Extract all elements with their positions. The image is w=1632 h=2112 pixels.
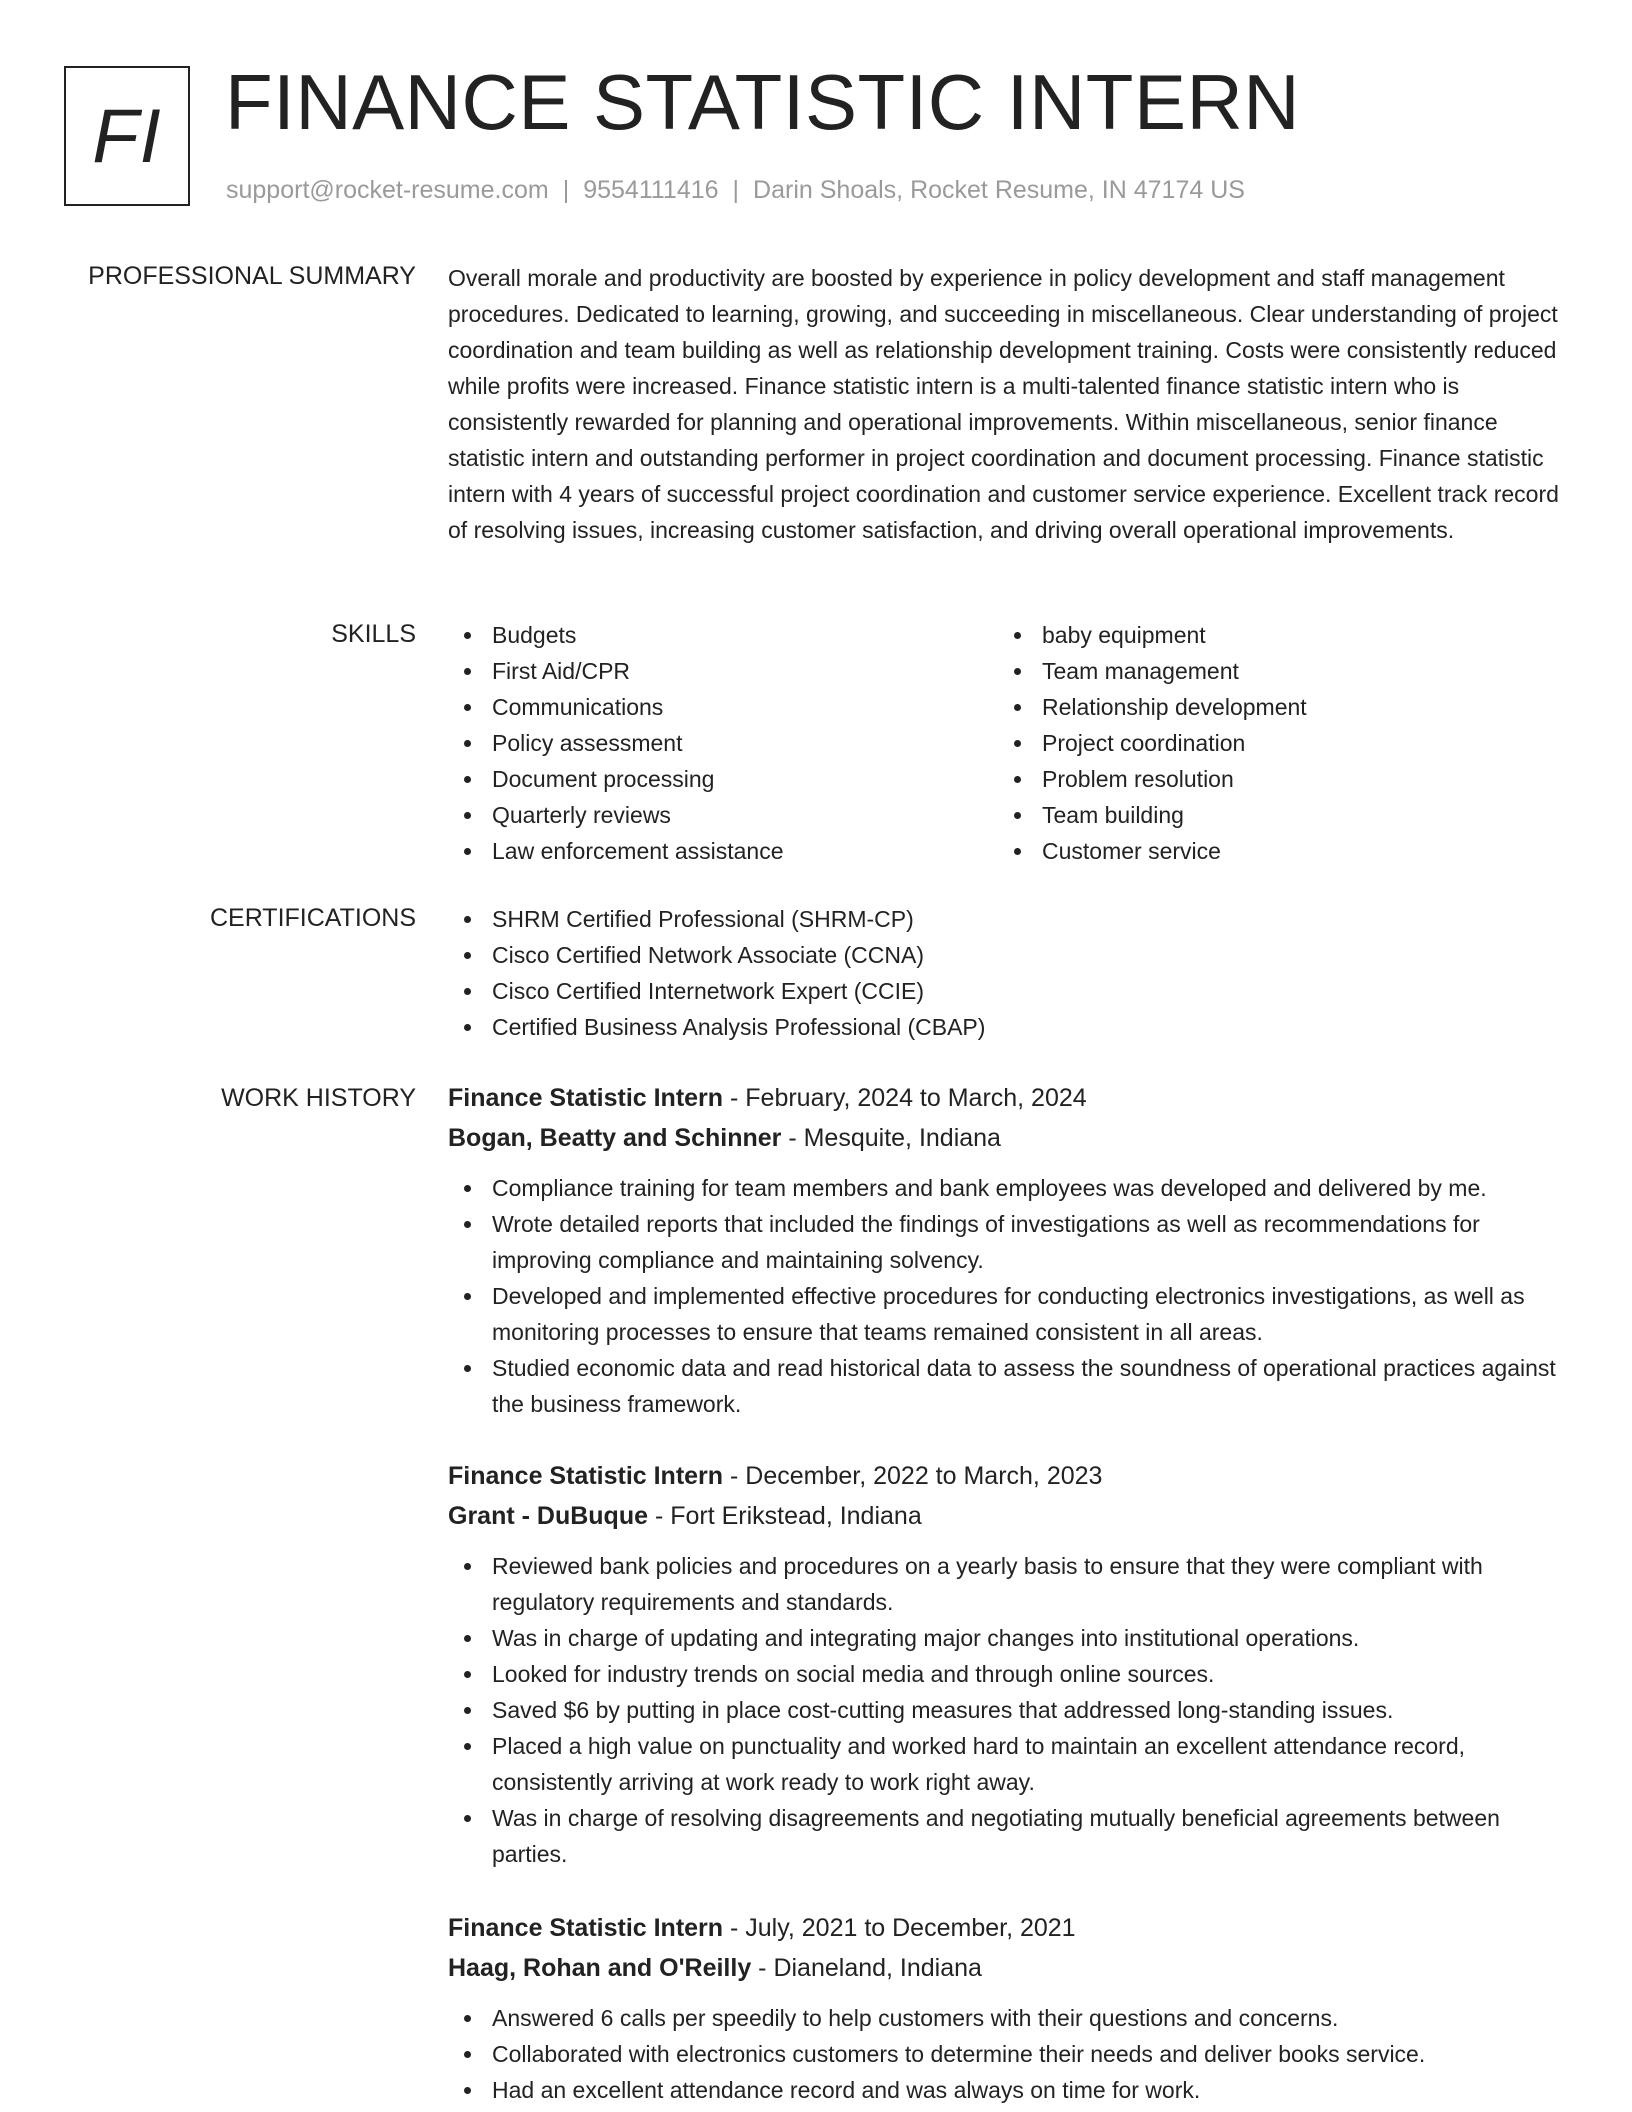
job-dates: - December, 2022 to March, 2023 xyxy=(723,1462,1103,1490)
job-company-line xyxy=(448,1948,1578,1988)
job-entry xyxy=(448,1456,1578,1872)
contact-line xyxy=(226,172,1245,208)
job-bullet: Compliance training for team members and bank employees was developed and delivered by me. xyxy=(448,1170,1578,1206)
job-bullet: Collaborated with electronics customers to determine their needs and deliver books service. xyxy=(448,2036,1578,2072)
contact-separator: | xyxy=(562,176,570,204)
skill-item: Communications xyxy=(448,689,998,725)
certification-item: SHRM Certified Professional (SHRM-CP) xyxy=(448,901,1568,937)
job-dates: - July, 2021 to December, 2021 xyxy=(723,1914,1076,1942)
summary-text: Overall morale and productivity are boosted by experience in policy development and staff management procedures. Dedicated to learning, growing, and succeeding in miscellaneous. Clear understanding of project coordination and team building as well as relationship development training. Costs were consistently reduced while profits were increased. Finance statistic intern is a multi-talented finance statistic intern who is consistently rewarded for planning and operational improvements. Within miscellaneous, senior finance statistic intern and outstanding performer in project coordination and document processing. Finance statistic intern with 4 years of successful project coordination and customer service experience. Excellent track record of resolving issues, increasing customer satisfaction, and driving overall operational improvements. xyxy=(448,265,1559,543)
job-company: Grant - DuBuque xyxy=(448,1502,648,1530)
skill-item: Relationship development xyxy=(998,689,1548,725)
job-bullet: Reviewed bank policies and procedures on a yearly basis to ensure that they were compliant with regulatory requirements and standards. xyxy=(448,1548,1578,1620)
job-title-line xyxy=(448,1456,1578,1496)
monogram-badge: FI xyxy=(64,66,190,206)
certification-item: Cisco Certified Network Associate (CCNA) xyxy=(448,937,1568,973)
contact-separator: | xyxy=(732,176,740,204)
job-title: Finance Statistic Intern xyxy=(448,1084,724,1112)
certification-item: Cisco Certified Internetwork Expert (CCIE) xyxy=(448,973,1568,1009)
job-title: Finance Statistic Intern xyxy=(448,1462,724,1490)
job-bullet: Developed and implemented effective procedures for conducting electronics investigations, as well as monitoring processes to ensure that teams remained consistent in all areas. xyxy=(448,1278,1578,1350)
job-bullet: Answered 6 calls per speedily to help customers with their questions and concerns. xyxy=(448,2000,1578,2036)
job-bullet: Saved $6 by putting in place cost-cutting measures that addressed long-standing issues. xyxy=(448,1692,1578,1728)
skill-item: baby equipment xyxy=(998,617,1548,653)
contact-email: support@rocket-resume.com xyxy=(226,176,549,204)
job-company-line xyxy=(448,1118,1578,1158)
job-location: - Mesquite, Indiana xyxy=(781,1124,1001,1152)
job-company: Haag, Rohan and O'Reilly xyxy=(448,1954,752,1982)
job-bullets xyxy=(448,1170,1578,1422)
skill-item: Team management xyxy=(998,653,1548,689)
skill-item: Quarterly reviews xyxy=(448,797,998,833)
job-dates: - February, 2024 to March, 2024 xyxy=(723,1084,1087,1112)
certification-item: Certified Business Analysis Professional (CBAP) xyxy=(448,1009,1568,1045)
job-bullet: Was in charge of resolving disagreements and negotiating mutually beneficial agreements between parties. xyxy=(448,1800,1578,1872)
job-company: Bogan, Beatty and Schinner xyxy=(448,1124,782,1152)
skill-item: Project coordination xyxy=(998,725,1548,761)
job-title: Finance Statistic Intern xyxy=(448,1914,724,1942)
skill-item: Team building xyxy=(998,797,1548,833)
skills-list-right xyxy=(998,617,1548,869)
job-title-line xyxy=(448,1078,1578,1118)
job-company-line xyxy=(448,1496,1578,1536)
job-bullet: Looked for industry trends on social media and through online sources. xyxy=(448,1656,1578,1692)
job-entry xyxy=(448,1908,1578,2108)
contact-phone: 9554111416 xyxy=(583,176,719,204)
contact-address: Darin Shoals, Rocket Resume, IN 47174 US xyxy=(753,176,1245,204)
job-location: - Fort Erikstead, Indiana xyxy=(648,1502,922,1530)
page-title: FINANCE STATISTIC INTERN xyxy=(225,58,1301,146)
skill-item: Budgets xyxy=(448,617,998,653)
job-bullets xyxy=(448,2000,1578,2108)
certifications-list xyxy=(448,901,1568,1045)
job-entry xyxy=(448,1078,1578,1422)
section-label-summary: PROFESSIONAL SUMMARY xyxy=(88,262,416,290)
section-label-skills: SKILLS xyxy=(331,620,416,648)
skill-item: Customer service xyxy=(998,833,1548,869)
skill-item: Law enforcement assistance xyxy=(448,833,998,869)
section-label-certifications: CERTIFICATIONS xyxy=(209,904,416,932)
section-label-work-history: WORK HISTORY xyxy=(221,1084,416,1112)
job-bullets xyxy=(448,1548,1578,1872)
job-bullet: Had an excellent attendance record and was always on time for work. xyxy=(448,2072,1578,2108)
job-bullet: Studied economic data and read historical data to assess the soundness of operational practices against the business framework. xyxy=(448,1350,1578,1422)
job-bullet: Wrote detailed reports that included the findings of investigations as well as recommendations for improving compliance and maintaining solvency. xyxy=(448,1206,1578,1278)
job-bullet: Placed a high value on punctuality and worked hard to maintain an excellent attendance record, consistently arriving at work ready to work right away. xyxy=(448,1728,1578,1800)
skill-item: Document processing xyxy=(448,761,998,797)
skills-list-left xyxy=(448,617,998,869)
job-location: - Dianeland, Indiana xyxy=(751,1954,982,1982)
job-bullet: Was in charge of updating and integrating major changes into institutional operations. xyxy=(448,1620,1578,1656)
skill-item: Policy assessment xyxy=(448,725,998,761)
skill-item: First Aid/CPR xyxy=(448,653,998,689)
skill-item: Problem resolution xyxy=(998,761,1548,797)
job-title-line xyxy=(448,1908,1578,1948)
